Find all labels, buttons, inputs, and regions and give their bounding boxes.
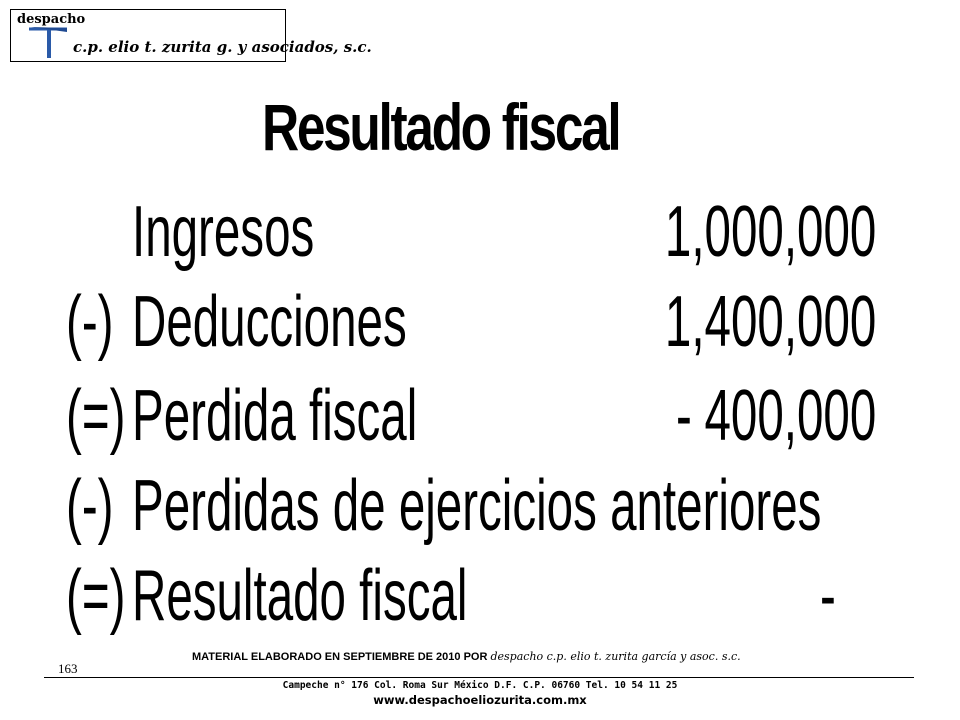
footer-website[interactable]: www.despachoeliozurita.com.mx	[373, 693, 587, 707]
row-value: 1,000,000	[664, 192, 876, 272]
credit-firm: despacho c.p. elio t. zurita garcía y asoc. s.c.	[490, 650, 741, 663]
row-value: 1,400,000	[664, 282, 876, 362]
table-row	[0, 192, 960, 282]
page-number: 163	[58, 661, 78, 676]
row-label: Perdida fiscal	[132, 376, 418, 456]
row-operator: (-)	[66, 282, 114, 362]
logo-word: despacho	[17, 12, 86, 27]
logo-mark-icon	[27, 24, 73, 60]
row-operator: (=)	[66, 376, 126, 456]
footer-credit	[192, 650, 741, 663]
row-operator: (-)	[66, 466, 114, 546]
footer-address: Campeche n° 176 Col. Roma Sur México D.F. C.P. 06760 Tel. 10 54 11 25	[282, 680, 678, 691]
table-row	[0, 466, 960, 556]
row-value: 400,000	[704, 376, 876, 456]
footer-divider	[44, 677, 914, 678]
row-label: Perdidas de ejercicios anteriores	[132, 466, 822, 546]
row-label: Deducciones	[132, 282, 407, 362]
row-sign: -	[676, 376, 692, 456]
row-operator: (=)	[66, 556, 126, 636]
table-row	[0, 376, 960, 466]
row-label: Ingresos	[132, 192, 315, 272]
logo-box	[10, 9, 372, 62]
table-row	[0, 282, 960, 372]
credit-prefix: MATERIAL ELABORADO EN SEPTIEMBRE DE 2010 POR	[192, 651, 488, 663]
row-sign: -	[820, 556, 836, 636]
logo-subtitle: c.p. elio t. zurita g. y asociados, s.c.	[73, 38, 372, 56]
table-row	[0, 556, 960, 646]
row-label: Resultado fiscal	[132, 556, 468, 636]
slide-title: Resultado fiscal	[262, 90, 620, 164]
